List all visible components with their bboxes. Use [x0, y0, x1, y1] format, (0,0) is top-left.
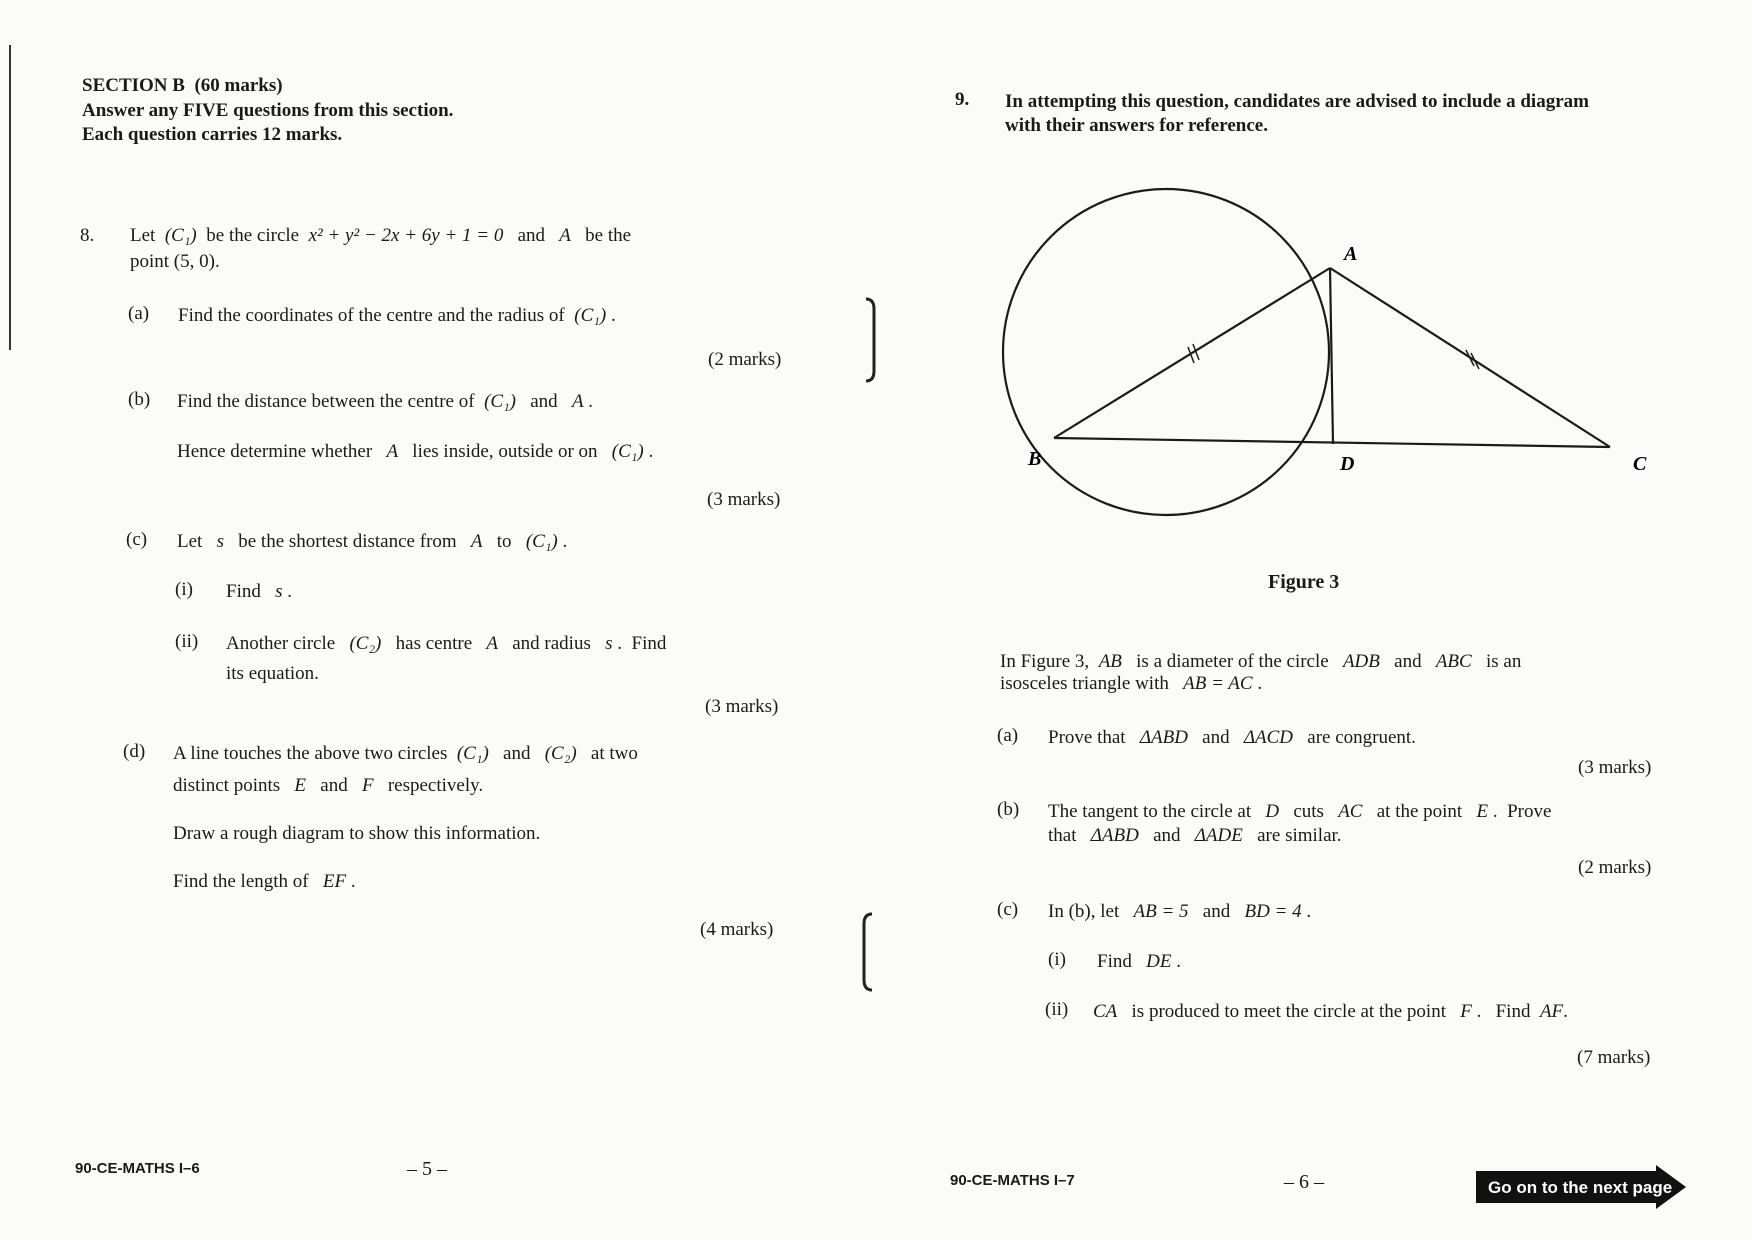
- section-heading: [82, 74, 283, 98]
- q8-part-d-text2: [173, 774, 483, 798]
- circle-c1: (C₁): [484, 391, 516, 412]
- question-9-intro-2: with their answers for reference.: [1005, 115, 1268, 136]
- text: to: [496, 531, 512, 552]
- q9-part-c-text: In (b), let AB = 5 and BD = 4 .: [1048, 901, 1312, 922]
- text: cuts: [1293, 801, 1324, 822]
- text: Find the distance between the centre of: [177, 391, 475, 412]
- circle-equation: x² + y² − 2x + 6y + 1 = 0: [308, 225, 504, 246]
- triangle-ade: ΔADE: [1194, 825, 1243, 846]
- circle-c2: (C₂): [349, 633, 382, 654]
- segment-ab: [1054, 268, 1330, 438]
- var-e: E: [1476, 801, 1489, 822]
- var-abc: ABC: [1435, 651, 1472, 672]
- text: Another circle: [226, 633, 336, 654]
- q8-part-c-i-label: (i): [175, 579, 193, 600]
- q9-part-c-ii-text: CA is produced to meet the circle at the point F . Find AF.: [1093, 1001, 1568, 1022]
- segment-ad: [1330, 268, 1333, 444]
- triangle-abd: ΔABD: [1139, 727, 1188, 748]
- text: distinct points: [173, 775, 281, 796]
- text: is a diameter of the circle: [1136, 651, 1329, 672]
- text: that: [1048, 825, 1077, 846]
- var-af: AF: [1539, 1001, 1564, 1022]
- figure-3-caption: Figure 3: [1268, 571, 1340, 593]
- var-f: F: [361, 775, 374, 796]
- section-title: SECTION B: [82, 75, 185, 96]
- q9-part-b-text: The tangent to the circle at D cuts AC at the point E . Prove: [1048, 801, 1552, 822]
- text: and: [517, 225, 546, 246]
- text: Prove that: [1048, 727, 1126, 748]
- var-ac: AC: [1338, 801, 1363, 822]
- label-b: B: [1028, 448, 1042, 470]
- q8-part-d-text: [173, 742, 638, 766]
- text: Find the coordinates of the centre and the radius of: [178, 305, 565, 326]
- point-a: A: [559, 225, 571, 246]
- text: be the: [585, 225, 632, 246]
- var-de: DE: [1146, 951, 1172, 972]
- text: and radius: [512, 633, 591, 654]
- q8-part-c-ii-text: Another circle (C₂) has centre A and radius s . Find: [226, 633, 667, 654]
- q8-part-c-i-text: Find s .: [226, 581, 293, 602]
- figure-3-diagram: [1000, 180, 1660, 530]
- q8-part-b-label: (b): [128, 389, 151, 410]
- text: is an: [1485, 651, 1522, 672]
- instruction-1: Answer any FIVE questions from this section.: [82, 100, 454, 121]
- point-a: A: [386, 441, 399, 462]
- q9-part-c-i-label: (i): [1048, 949, 1066, 970]
- circle-c1: (C₁): [456, 743, 489, 764]
- circle-c1: (C₁): [611, 441, 644, 462]
- q8-part-a-marks: (2 marks): [708, 349, 782, 370]
- var-d: D: [1265, 801, 1280, 822]
- var-s: s: [275, 581, 283, 602]
- text: The tangent to the circle at: [1048, 801, 1252, 822]
- label-c: C: [1633, 453, 1647, 475]
- q8-part-b-marks: (3 marks): [707, 489, 781, 510]
- q8-part-c-label: (c): [126, 529, 148, 550]
- text: Hence determine whether: [177, 441, 373, 462]
- scan-bracket-mark: [860, 295, 880, 385]
- q8-part-d-text3: Draw a rough diagram to show this information.: [173, 823, 541, 844]
- triangle-acd: ΔACD: [1243, 727, 1294, 748]
- left-page-number: – 5 –: [407, 1158, 447, 1180]
- q8-part-b-text2: Hence determine whether A lies inside, outside or on (C₁) .: [177, 441, 654, 462]
- q9-part-c-ii-label: (ii): [1045, 999, 1069, 1020]
- text: and: [1202, 901, 1231, 922]
- text: and: [1202, 727, 1230, 748]
- instruction-2: Each question carries 12 marks.: [82, 124, 343, 145]
- right-page-number: – 6 –: [1284, 1171, 1324, 1193]
- q8-part-b-text: Find the distance between the centre of (C₁) and A .: [177, 391, 594, 412]
- text: Let: [177, 531, 203, 552]
- circle-c1: (C₁): [164, 225, 197, 246]
- next-page-arrow: [1476, 1165, 1686, 1209]
- question-8-stem-line2: point (5, 0).: [130, 251, 220, 272]
- section-marks: (60 marks): [194, 75, 283, 96]
- text: Find: [631, 633, 667, 654]
- var-ef: EF: [322, 871, 347, 892]
- text: and: [1153, 825, 1181, 846]
- var-ab: AB: [1098, 651, 1122, 672]
- q8-part-d-text4: Find the length of EF .: [173, 871, 356, 892]
- tick-marks-ab: [1188, 344, 1199, 363]
- point-a: A: [470, 531, 483, 552]
- text: lies inside, outside or on: [412, 441, 598, 462]
- label-a: A: [1344, 243, 1358, 265]
- question-9-number: 9.: [955, 89, 970, 110]
- question-8-stem-line1: [130, 224, 631, 248]
- circle-c1: (C₁): [574, 305, 607, 326]
- q9-part-a-text: [1048, 726, 1416, 750]
- text: In Figure 3,: [1000, 651, 1090, 672]
- q8-part-a-text: Find the coordinates of the centre and the radius of (C₁) .: [178, 305, 616, 326]
- var-ca: CA: [1093, 1001, 1118, 1022]
- circle-c2: (C₂): [544, 743, 577, 764]
- triangle-abd: ΔABD: [1090, 825, 1139, 846]
- left-footer-code: 90-CE-MATHS I–6: [75, 1160, 200, 1177]
- var-s: s: [605, 633, 613, 654]
- circle-c1: (C₁): [525, 531, 558, 552]
- text: Find: [1097, 951, 1132, 972]
- page-margin-line: [9, 45, 11, 350]
- q8-part-a-label: (a): [128, 303, 150, 324]
- q9-part-c-label: (c): [997, 899, 1019, 920]
- q9-part-c-i-text: Find DE .: [1097, 951, 1181, 972]
- var-f: F: [1460, 1001, 1472, 1022]
- var-adb: ADB: [1342, 651, 1380, 672]
- text: be the shortest distance from: [238, 531, 457, 552]
- text: Find the length of: [173, 871, 309, 892]
- text: are similar.: [1257, 825, 1342, 846]
- text: In (b), let: [1048, 901, 1120, 922]
- circle-adb: [1003, 189, 1329, 515]
- var-e: E: [294, 775, 307, 796]
- text: Prove: [1507, 801, 1552, 822]
- text: is produced to meet the circle at the point: [1131, 1001, 1446, 1022]
- scan-bracket-mark: [858, 910, 878, 995]
- point-a: A: [571, 391, 584, 412]
- text: and: [1394, 651, 1422, 672]
- q9-part-c-marks: (7 marks): [1577, 1047, 1651, 1068]
- q8-part-c-ii-label: (ii): [175, 631, 199, 652]
- equation-ab: AB = 5: [1133, 901, 1189, 922]
- var-s: s: [216, 531, 224, 552]
- point-a: A: [486, 633, 498, 654]
- equation-ab-ac: AB = AC: [1183, 673, 1253, 694]
- label-d: D: [1340, 453, 1355, 475]
- equation-bd: BD = 4: [1244, 901, 1302, 922]
- question-9-intro-1: In attempting this question, candidates are advised to include a diagram: [1005, 91, 1589, 112]
- next-page-label: Go on to the next page: [1488, 1178, 1673, 1197]
- text: respectively.: [387, 775, 484, 796]
- text: and: [503, 743, 531, 764]
- q8-part-c-ii-text2: its equation.: [226, 663, 319, 684]
- q9-part-a-label: (a): [997, 725, 1019, 746]
- text: Find: [226, 581, 261, 602]
- right-footer-code: 90-CE-MATHS I–7: [950, 1172, 1075, 1189]
- q8-part-c-text: Let s be the shortest distance from A to (C₁) .: [177, 531, 568, 552]
- text: and: [530, 391, 558, 412]
- text: Find: [1495, 1001, 1531, 1022]
- text: has centre: [395, 633, 473, 654]
- text: at the point: [1376, 801, 1463, 822]
- q9-stem-line2: isosceles triangle with AB = AC .: [1000, 673, 1263, 694]
- q9-part-b-label: (b): [997, 799, 1020, 820]
- q9-part-b-marks: (2 marks): [1578, 857, 1652, 878]
- text: isosceles triangle with: [1000, 673, 1169, 694]
- text: Let: [130, 225, 156, 246]
- question-8-number: 8.: [80, 225, 95, 246]
- text: at two: [590, 743, 638, 764]
- q8-part-d-marks: (4 marks): [700, 919, 774, 940]
- q9-part-b-text2: [1048, 824, 1342, 848]
- q8-part-c-marks: (3 marks): [705, 696, 779, 717]
- text: A line touches the above two circles: [173, 743, 448, 764]
- q8-part-d-label: (d): [123, 741, 146, 762]
- text: be the circle: [206, 225, 300, 246]
- q9-part-a-marks: (3 marks): [1578, 757, 1652, 778]
- q9-stem-line1: [1000, 650, 1521, 674]
- text: and: [320, 775, 348, 796]
- text: are congruent.: [1307, 727, 1416, 748]
